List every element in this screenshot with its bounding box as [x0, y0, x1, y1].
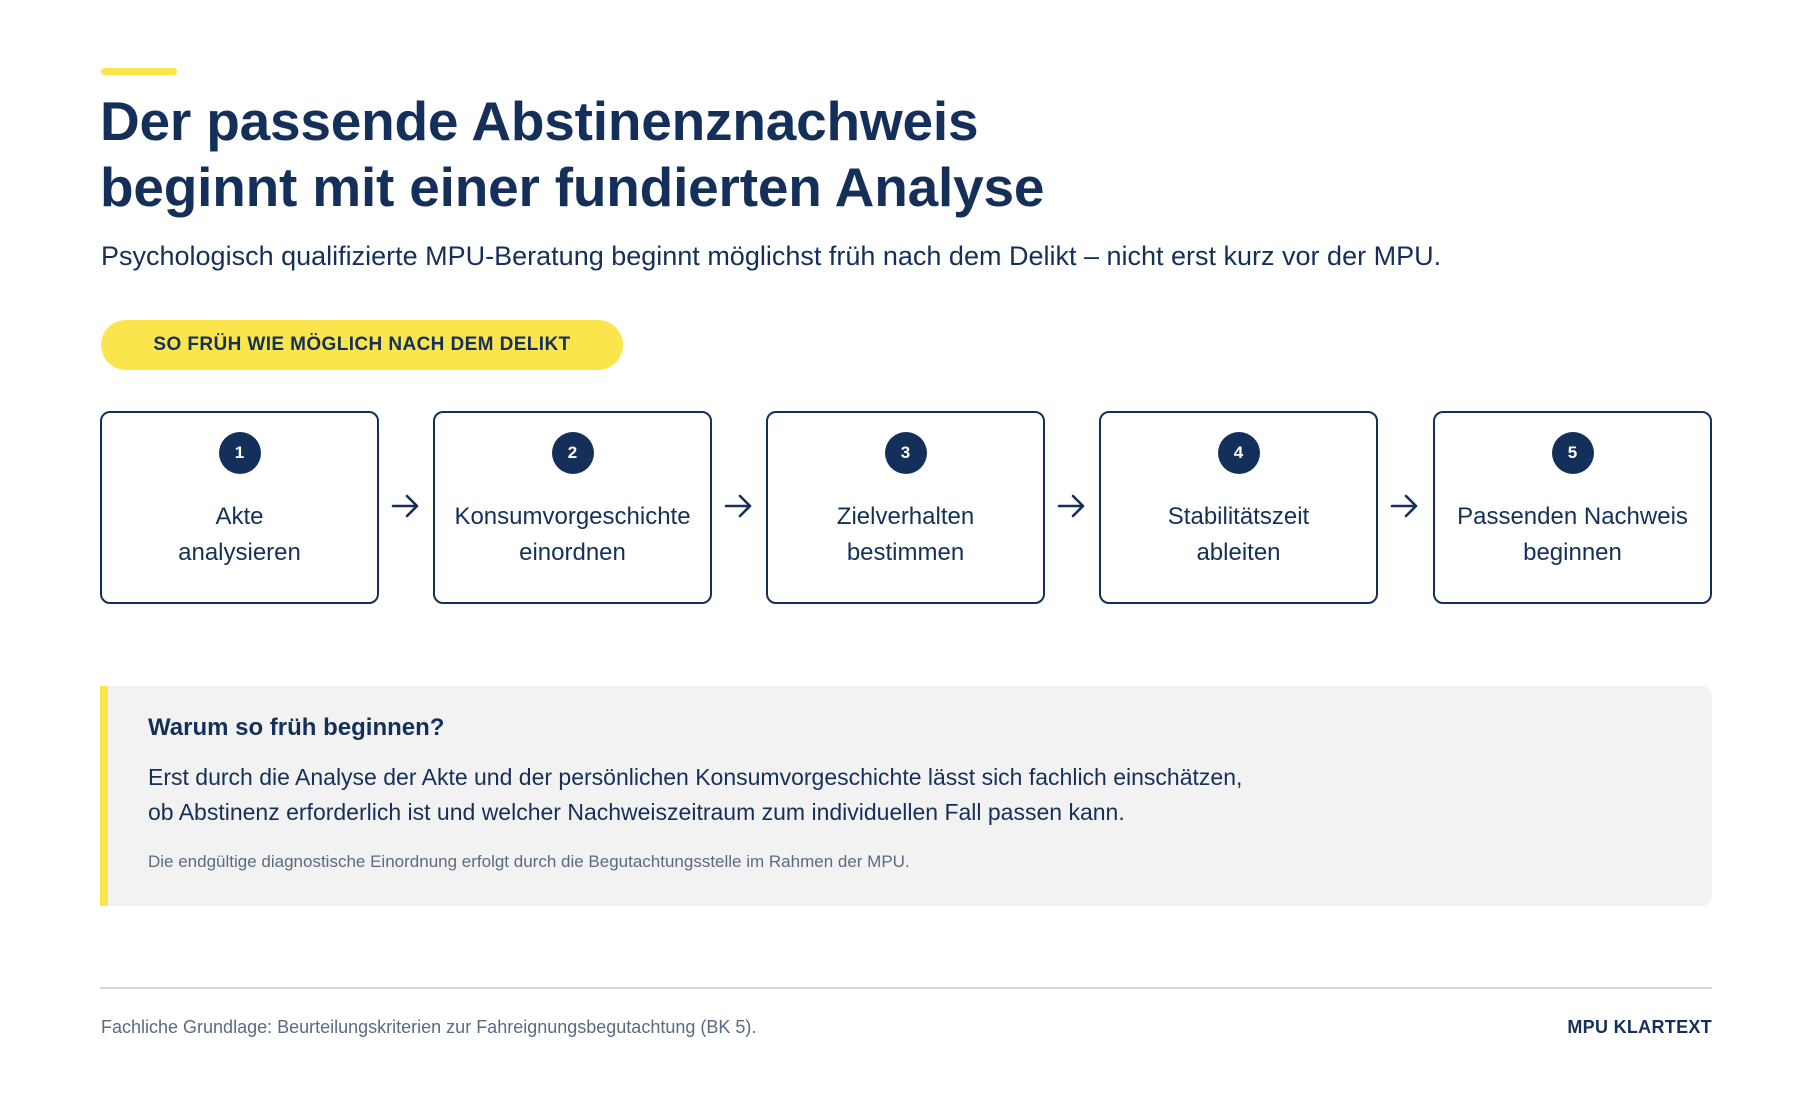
step-label-line: Stabilitätszeit: [1167, 503, 1310, 530]
callout-accent-stripe: [100, 686, 108, 906]
step-label-line: Konsumvorgeschichte: [454, 503, 691, 530]
step-number-badge: 4: [1218, 432, 1260, 474]
arrow-right-icon: [1389, 493, 1421, 519]
step-label-line: beginnen: [1523, 539, 1622, 566]
step-card-5: [1433, 411, 1712, 604]
step-label: [1435, 499, 1710, 571]
step-card-3: [766, 411, 1045, 604]
info-callout: [100, 686, 1712, 906]
process-steps: [100, 411, 1712, 604]
callout-body: [148, 760, 1242, 830]
step-number-badge: 2: [552, 432, 594, 474]
title-accent-bar: [101, 68, 177, 75]
step-label-line: einordnen: [519, 539, 626, 566]
step-card-2: [433, 411, 712, 604]
step-card-1: [100, 411, 379, 604]
step-label: [768, 499, 1043, 571]
step-label-line: Akte: [215, 503, 264, 530]
timing-badge: SO FRÜH WIE MÖGLICH NACH DEM DELIKT: [101, 320, 623, 370]
step-card-4: [1099, 411, 1378, 604]
step-label-line: analysieren: [178, 539, 301, 566]
step-label: [435, 499, 710, 571]
footer-brand: MPU KLARTEXT: [1567, 1017, 1712, 1037]
step-number-badge: 5: [1552, 432, 1594, 474]
arrow-right-icon: [390, 493, 422, 519]
step-label-line: bestimmen: [846, 539, 965, 566]
arrow-right-icon: [723, 493, 755, 519]
page-title-line-1: Der passende Abstinenznachweis: [100, 90, 979, 152]
footer-source: Fachliche Grundlage: Beurteilungskriterien zur Fahreignungsbegutachtung (BK 5).: [101, 1017, 757, 1037]
footer-divider: [100, 987, 1712, 989]
callout-disclaimer: Die endgültige diagnostische Einordnung erfolgt durch die Begutachtungsstelle im Rahmen der MPU.: [148, 852, 910, 871]
step-label: [1101, 499, 1376, 571]
callout-title: Warum so früh beginnen?: [148, 714, 445, 741]
step-number-badge: 3: [885, 432, 927, 474]
step-label-line: Passenden Nachweis: [1457, 503, 1688, 530]
step-label: [102, 499, 377, 571]
page-title: [100, 88, 1044, 220]
step-label-line: ableiten: [1196, 539, 1281, 566]
page-subtitle: Psychologisch qualifizierte MPU-Beratung beginnt möglichst früh nach dem Delikt – nicht erst kurz vor der MPU.: [101, 241, 1442, 271]
callout-body-line: Erst durch die Analyse der Akte und der persönlichen Konsumvorgeschichte lässt sich fachlich einschätzen,: [148, 764, 1243, 790]
step-number-badge: 1: [219, 432, 261, 474]
step-label-line: Zielverhalten: [836, 503, 975, 530]
page-title-line-2: beginnt mit einer fundierten Analyse: [100, 156, 1045, 218]
callout-body-line: ob Abstinenz erforderlich ist und welcher Nachweiszeitraum zum individuellen Fall passen kann.: [148, 799, 1125, 825]
arrow-right-icon: [1056, 493, 1088, 519]
